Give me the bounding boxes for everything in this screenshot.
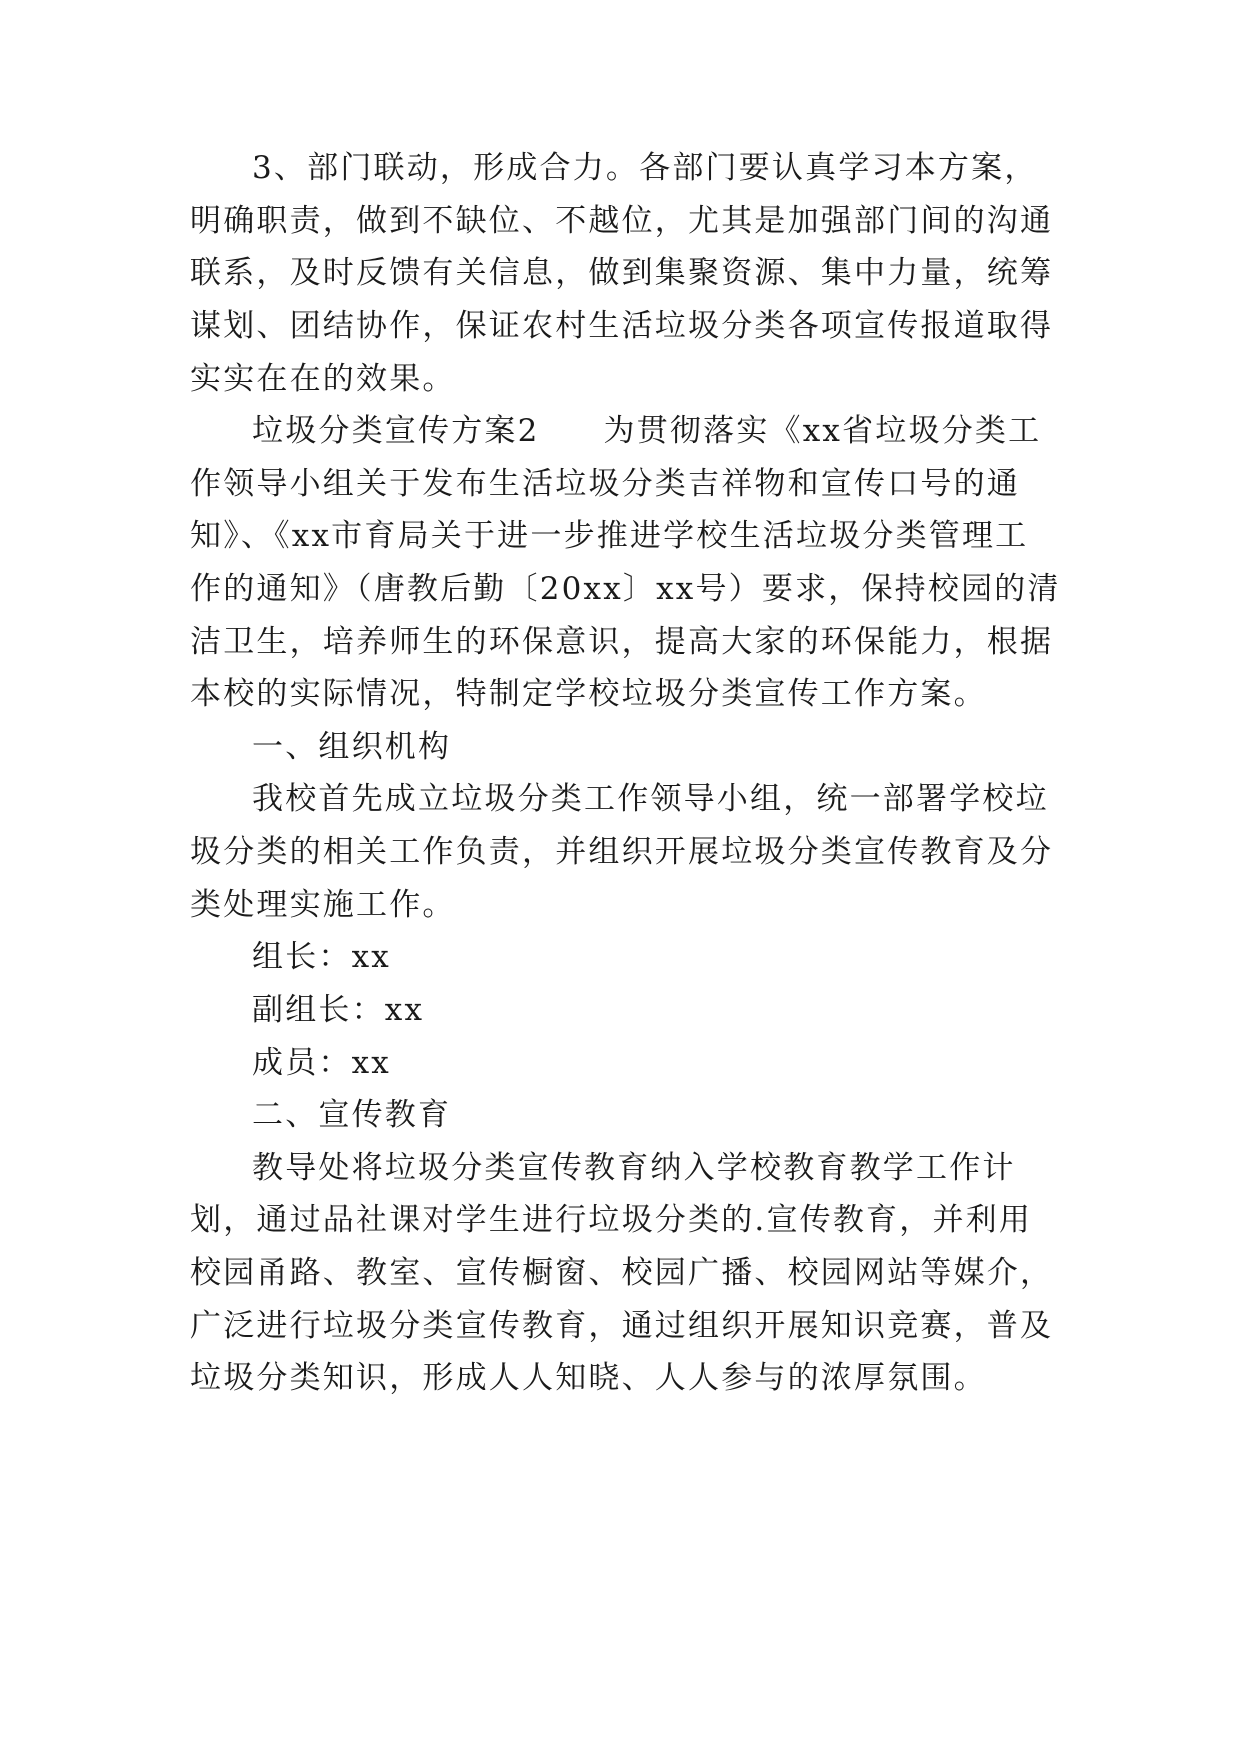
paragraph-line: 洁卫生，培养师生的环保意识，提高大家的环保能力，根据 — [190, 624, 1054, 660]
heading-organization: 一、组织机构 — [252, 729, 452, 765]
paragraph-line: 知》、《xx市育局关于进一步推进学校生活垃圾分类管理工 — [190, 518, 1029, 554]
paragraph-line: 谋划、团结协作，保证农村生活垃圾分类各项宣传报道取得 — [190, 308, 1054, 344]
paragraph-line: 教导处将垃圾分类宣传教育纳入学校教育教学工作计 — [252, 1150, 1016, 1186]
paragraph-line: 3、部门联动，形成合力。各部门要认真学习本方案， — [252, 150, 1038, 186]
paragraph-line: 明确职责，做到不缺位、不越位，尤其是加强部门间的沟通 — [190, 203, 1054, 239]
paragraph-text: 为贯彻落实《xx省垃圾分类工 — [603, 413, 1042, 449]
paragraph-line: 划，通过品社课对学生进行垃圾分类的.宣传教育，并利用 — [190, 1202, 1033, 1238]
member-leader: 组长：xx — [252, 939, 391, 975]
paragraph-line: 联系，及时反馈有关信息，做到集聚资源、集中力量，统筹 — [190, 255, 1054, 291]
paragraph-line: 我校首先成立垃圾分类工作领导小组，统一部署学校垃 — [252, 781, 1049, 817]
paragraph-line: 校园甬路、教室、宣传橱窗、校园广播、校园网站等媒介， — [190, 1255, 1054, 1291]
paragraph-line: 类处理实施工作。 — [190, 887, 456, 923]
paragraph-line: 作的通知》（唐教后勤〔20xx〕xx号）要求，保持校园的清 — [190, 571, 1061, 607]
paragraph-line: 作领导小组关于发布生活垃圾分类吉祥物和宣传口号的通 — [190, 466, 1020, 502]
section-title: 垃圾分类宣传方案2 — [252, 413, 540, 449]
paragraph-line: 本校的实际情况，特制定学校垃圾分类宣传工作方案。 — [190, 676, 987, 712]
paragraph-line — [252, 411, 1072, 451]
member-deputy-leader: 副组长：xx — [252, 992, 425, 1028]
paragraph-line: 圾分类的相关工作负责，并组织开展垃圾分类宣传教育及分 — [190, 834, 1054, 870]
paragraph-line: 实实在在的效果。 — [190, 361, 456, 397]
paragraph-line: 广泛进行垃圾分类宣传教育，通过组织开展知识竞赛，普及 — [190, 1308, 1054, 1344]
member-members: 成员：xx — [252, 1045, 391, 1081]
paragraph-line: 垃圾分类知识，形成人人知晓、人人参与的浓厚氛围。 — [190, 1360, 987, 1396]
heading-education: 二、宣传教育 — [252, 1097, 452, 1133]
